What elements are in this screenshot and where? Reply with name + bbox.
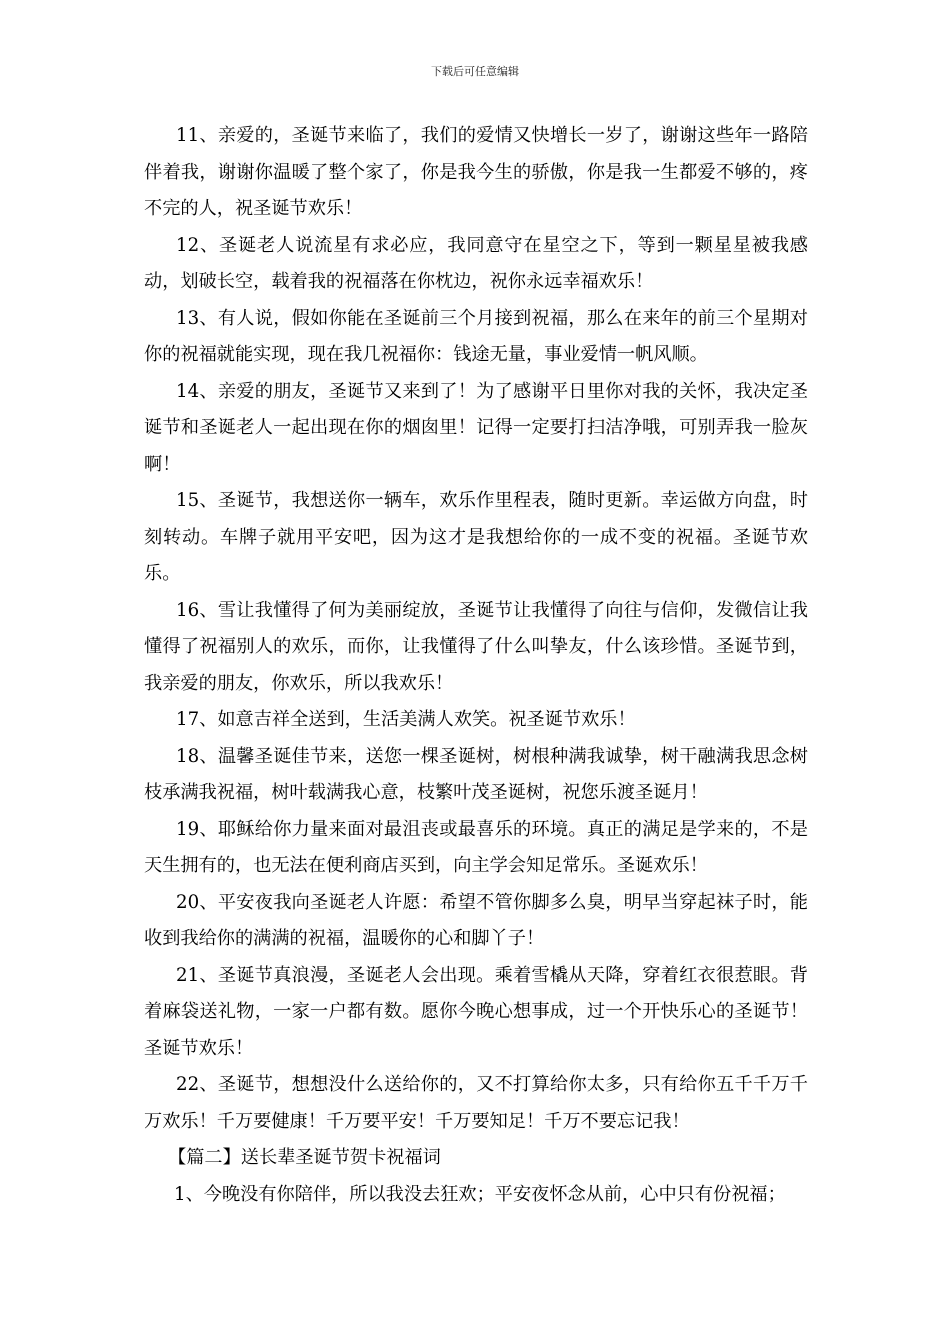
paragraph-part2-1: 1、今晚没有你陪伴，所以我没去狂欢；平安夜怀念从前，心中只有份祝福； (174, 1183, 786, 1205)
paragraph-11: 11、亲爱的，圣诞节来临了，我们的爱情又快增长一岁了，谢谢这些年一路陪伴着我，谢谢你温暖了整个家了，你是我今生的骄傲，你是我一生都爱不够的，疼不完的人，祝圣诞节欢乐！ (144, 125, 808, 219)
page-header: 下载后可任意编辑 (431, 65, 519, 78)
paragraph-22: 22、圣诞节，想想没什么送给你的，又不打算给你太多，只有给你五千千万千万欢乐！千万要健康！千万要平安！千万要知足！千万不要忘记我！ (144, 1074, 808, 1132)
document-body (144, 118, 808, 1213)
paragraph-13: 13、有人说，假如你能在圣诞前三个月接到祝福，那么在来年的前三个星期对你的祝福就能实现，现在我几祝福你：钱途无量，事业爱情一帆风顺。 (144, 307, 808, 365)
paragraph-18: 18、温馨圣诞佳节来，送您一棵圣诞树，树根种满我诚挚，树干融满我思念树枝承满我祝福，树叶载满我心意，枝繁叶茂圣诞树，祝您乐渡圣诞月！ (144, 745, 808, 803)
paragraph-15: 15、圣诞节，我想送你一辆车，欢乐作里程表，随时更新。幸运做方向盘，时刻转动。车牌子就用平安吧，因为这才是我想给你的一成不变的祝福。圣诞节欢乐。 (144, 490, 808, 584)
paragraph-17: 17、如意吉祥全送到，生活美满人欢笑。祝圣诞节欢乐！ (176, 709, 636, 730)
paragraph-19: 19、耶稣给你力量来面对最沮丧或最喜乐的环境。真正的满足是学来的，不是天生拥有的，也无法在便利商店买到，向主学会知足常乐。圣诞欢乐！ (144, 818, 808, 876)
paragraph-12: 12、圣诞老人说流星有求必应，我同意守在星空之下，等到一颗星星被我感动，划破长空，载着我的祝福落在你枕边，祝你永远幸福欢乐！ (144, 234, 808, 292)
paragraph-21: 21、圣诞节真浪漫，圣诞老人会出现。乘着雪橇从天降，穿着红衣很惹眼。背着麻袋送礼物，一家一户都有数。愿你今晚心想事成，过一个开快乐心的圣诞节！圣诞节欢乐！ (144, 964, 808, 1059)
paragraph-16: 16、雪让我懂得了何为美丽绽放，圣诞节让我懂得了向往与信仰，发微信让我懂得了祝福别人的欢乐，而你，让我懂得了什么叫挚友，什么该珍惜。圣诞节到，我亲爱的朋友，你欢乐，所以我欢乐！ (144, 599, 808, 694)
section-heading: 【篇二】送长辈圣诞节贺卡祝福词 (168, 1147, 441, 1168)
paragraph-20: 20、平安夜我向圣诞老人许愿：希望不管你脚多么臭，明早当穿起袜子时，能收到我给你的满满的祝福，温暖你的心和脚丫子！ (144, 891, 808, 949)
paragraph-14: 14、亲爱的朋友，圣诞节又来到了！为了感谢平日里你对我的关怀，我决定圣诞节和圣诞老人一起出现在你的烟囱里！记得一定要打扫洁净哦，可别弄我一脸灰啊！ (144, 380, 808, 475)
